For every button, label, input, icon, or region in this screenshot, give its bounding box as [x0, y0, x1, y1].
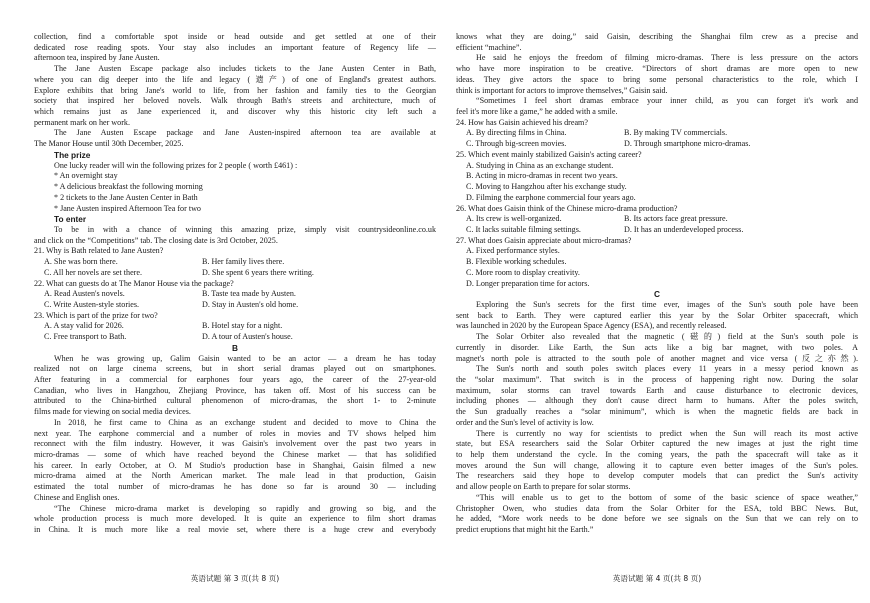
answer-option: B. Its actors face great pressure. [624, 214, 728, 224]
section-heading: C [654, 289, 660, 300]
text-line: whole production process is much more developed. It is quite an experience to film short dramas [34, 514, 436, 524]
text-line: maximum, solar storms can travel towards Earth and cause disturbance to electronic devices, [456, 385, 858, 395]
text-line: think is important for actors to improve themselves,” Gaisin said. [456, 85, 668, 95]
section-heading: B [232, 342, 238, 353]
text-line: After featuring in a commercial for earphones four years ago, the career of the 27-year-old [34, 375, 436, 384]
option-row [34, 300, 436, 311]
text-line: his career. In early October, at O. M Studio's production base in Shanghai, Gaisin filmed a new [34, 460, 436, 470]
question-stem: 25. Which event mainly stabilized Gaisin's acting career? [456, 149, 642, 159]
answer-option: A. She was born there. [44, 257, 118, 267]
text-line: realized not on large cinema screens, but in short serial dramas played out on smartphones. [34, 364, 436, 374]
text-line: The Jane Austen Escape package also includes tickets to the Jane Austen Center in Bath, [54, 64, 436, 74]
answer-option: D. She spent 6 years there writing. [202, 267, 314, 277]
text-line: currently in disorder. Like Earth, the Sun acts like a big bar magnet, with two poles. A [456, 342, 858, 352]
answer-option: D. It has an underdeveloped process. [624, 224, 744, 234]
option-row [34, 268, 436, 279]
answer-option: B. Flexible working schedules. [466, 257, 567, 267]
text-line: collection, find a comfortable spot inside or head outside and get settled at one of their [34, 32, 436, 41]
page-3-column [34, 32, 436, 536]
answer-option: D. Through smartphone micro-dramas. [624, 139, 751, 149]
text-line: state, but ESA researchers said the Solar Orbiter captured the new images at just the right time [456, 439, 858, 449]
option-row [34, 257, 436, 268]
answer-option: D. Longer preparation time for actors. [466, 278, 590, 288]
text-line: estimated the total number of micro-dramas he has done so far is around 30 — including [34, 482, 436, 492]
text-line: “This will enable us to get to the bottom of some of the basic science of space weather,” [476, 492, 858, 502]
text-line: sent back to Earth. They were captured earlier this year by the Solar Orbiter spacecraft, which [456, 310, 858, 320]
text-line: micro-dramas — some of which have reached beyond the Chinese market — that has solidified [34, 450, 436, 460]
answer-option: B. Hotel stay for a night. [202, 321, 283, 331]
text-line: where you can dig deeper into the life and legacy (遗产) of one of England's greatest authors. [34, 74, 436, 84]
subheading: The prize [54, 149, 91, 160]
text-line: attributed to the China-birthed cultural phenomenon of micro-dramas, the short 1- to 2-minute [34, 396, 436, 406]
answer-option: B. By making TV commercials. [624, 128, 728, 138]
answer-option: D. Filming the earphone commercial four years ago. [466, 192, 636, 202]
answer-option: B. Her family lives there. [202, 257, 285, 267]
text-line: he added, “More work needs to be done before we see signals on the Sun that we can rely on to [456, 514, 858, 524]
text-line: which remains just as Jane experienced it, and discover why this historic city left such a [34, 107, 436, 117]
text-line: The Manor House until 30th December, 2025. [34, 139, 184, 149]
text-line: dedicated rose reading spots. Your stay also includes an important feature of Regency life — [34, 42, 436, 52]
answer-option: C. All her novels are set there. [44, 267, 142, 277]
question-stem: 23. Which is part of the prize for two? [34, 310, 158, 320]
text-line: the Sun gradually reaches a “solar minimum”, which is when the magnetic fields are back in [456, 407, 858, 417]
text-line: feel it's more like a game,” he added with a smile. [456, 107, 618, 117]
text-line: When he was growing up, Galim Gaisin wanted to be an actor — a dream he has today [54, 353, 436, 363]
option-row [456, 139, 858, 150]
question-stem: 21. Why is Bath related to Jane Austen? [34, 246, 164, 256]
text-line: Christopher Owen, who studies data from the Solar Orbiter for the ESA, told BBC News. But, [456, 503, 858, 513]
question-stem: 22. What can guests do at The Manor House via the package? [34, 278, 234, 288]
text-line: films made for viewing on social media devices. [34, 407, 191, 417]
answer-option: C. Through big-screen movies. [466, 139, 567, 149]
text-line: reconnect with the film industry. However, it was Gaisin's involvement over the past two years in [34, 439, 436, 449]
answer-option: A. Its crew is well-organized. [466, 214, 562, 224]
option-row [456, 225, 858, 236]
text-line: and allow people on Earth to prepare for solar storms. [456, 482, 631, 492]
text-line: to help them understand the cycle. In the coming years, the path the spacecraft will take as it [456, 450, 858, 460]
prize-list-item: * A delicious breakfast the following morning [54, 182, 203, 192]
text-line: He said he enjoys the freedom of filming micro-dramas. There is less pressure on the actors [476, 53, 858, 63]
answer-option: A. Read Austen's novels. [44, 289, 125, 299]
answer-option: A. A stay valid for 2026. [44, 321, 124, 331]
text-line: Explore exhibits that bring Jane's world to life, from her fashion and family ties to the Georgian [34, 85, 436, 95]
answer-option: C. More room to display creativity. [466, 267, 580, 277]
text-line: including phones — although they don't cause direct harm to humans. After the poles switch, [456, 396, 858, 406]
text-line: In 2018, he first came to China as an exchange student and decided to move to China the [54, 417, 436, 427]
text-line: afternoon tea, inspired by Jane Austen. [34, 53, 160, 63]
page-4-footer: 英语试题 第 4 页(共 8 页) [612, 574, 702, 583]
text-line: One lucky reader will win the following prizes for 2 people ( worth £461) : [54, 160, 298, 170]
text-line: The Jane Austen Escape package and Jane Austen-inspired afternoon tea are available at [54, 128, 436, 138]
text-line: predict eruptions that might hit the Earth.” [456, 525, 594, 535]
text-line: Canadian, who lives in Hangzhou, Zhejiang Province, has taken off. Most of his success can be [34, 385, 436, 395]
text-line: knows what they are doing,” said Gaisin, describing the Shanghai film crew as a precise and [456, 32, 858, 41]
text-line: the “solar maximum”. That switch is in the process of happening right now. During the solar [456, 375, 858, 384]
option-row [34, 321, 436, 332]
subheading: To enter [54, 214, 87, 225]
text-line: order and the Sun's level of activity is low. [456, 417, 594, 427]
answer-option: B. Acting in micro-dramas in recent two years. [466, 171, 618, 181]
text-line: permanent mark on her work. [34, 117, 130, 127]
text-line: efficient “machine”. [456, 42, 522, 52]
text-line: who have more inspiration to be creative. “Directors of short dramas are more open to new [456, 64, 858, 74]
text-line: next year. The earphone commercial and a number of roles in movies and TV shows helped him [34, 428, 436, 438]
option-row [456, 214, 858, 225]
text-line: ideas. They give actors the space to bring some personal characteristics to the role, which I [456, 74, 858, 84]
answer-option: C. Free transport to Bath. [44, 332, 127, 342]
text-line: magnet's north pole is attracted to the south pole of another magnet and vice versa (反之亦然). [456, 353, 858, 363]
answer-option: C. Moving to Hangzhou after his exchange study. [466, 182, 627, 192]
text-line: in China. It is much more like a real movie set, where there is a huge crew and everybody [34, 525, 436, 535]
text-line: “The Chinese micro-drama market is developing so rapidly and growing so big, and the [54, 503, 436, 513]
prize-list-item: * An overnight stay [54, 171, 118, 181]
text-line: To be in with a chance of winning this amazing prize, simply visit countrysideonline.co.uk [54, 224, 436, 234]
answer-option: C. Write Austen-style stories. [44, 299, 140, 309]
text-line: The researchers said they hope to develop computer models that can predict the Sun's activity [456, 471, 858, 481]
answer-option: A. Studying in China as an exchange student. [466, 160, 614, 170]
text-line: society that inspired her beloved novels. Walk through Bath's streets and architecture, much of [34, 96, 436, 106]
option-row [34, 332, 436, 343]
answer-option: D. Stay in Austen's old home. [202, 299, 299, 309]
text-line: “Sometimes I feel short dramas embrace your inner child, as you can forget it's work and [476, 96, 858, 106]
prize-list-item: * Jane Austen inspired Afternoon Tea for two [54, 203, 201, 213]
prize-list-item: * 2 tickets to the Jane Austen Center in Bath [54, 192, 198, 202]
text-line: moves around the Sun will change, allowing it to capture even better images of the Sun's poles. [456, 460, 858, 470]
text-line: Exploring the Sun's secrets for the first time ever, images of the Sun's south pole have been [476, 299, 858, 309]
page-4-column [456, 32, 858, 536]
option-row [34, 289, 436, 300]
text-line: The Solar Orbiter also revealed that the magnetic (磁的) field at the Sun's south pole is [476, 332, 858, 342]
text-line: and click on the “Competitions” tab. The closing date is 3rd October, 2025. [34, 235, 278, 245]
text-line: was launched in 2020 by the European Space Agency (ESA), and recently released. [456, 321, 727, 331]
text-line: The Sun's north and south poles switch places every 11 years in a messy period known as [476, 364, 858, 374]
question-stem: 26. What does Gaisin think of the Chinese micro-drama production? [456, 203, 678, 213]
answer-option: B. Taste tea made by Austen. [202, 289, 296, 299]
answer-option: C. It lacks suitable filming settings. [466, 224, 581, 234]
question-stem: 27. What does Gaisin appreciate about micro-dramas? [456, 235, 632, 245]
answer-option: A. Fixed performance styles. [466, 246, 560, 256]
page-3-footer: 英语试题 第 3 页(共 8 页) [190, 574, 280, 583]
text-line: micro-drama aimed at the North American market. The male lead in that production, Gaisin [34, 471, 436, 481]
text-line: There is currently no way for scientists to predict when the Sun will reach its most active [476, 428, 858, 438]
answer-option: D. A tour of Austen's house. [202, 332, 293, 342]
question-stem: 24. How has Gaisin achieved his dream? [456, 117, 588, 127]
answer-option: A. By directing films in China. [466, 128, 567, 138]
option-row [456, 128, 858, 139]
text-line: Chinese and English ones. [34, 492, 120, 502]
